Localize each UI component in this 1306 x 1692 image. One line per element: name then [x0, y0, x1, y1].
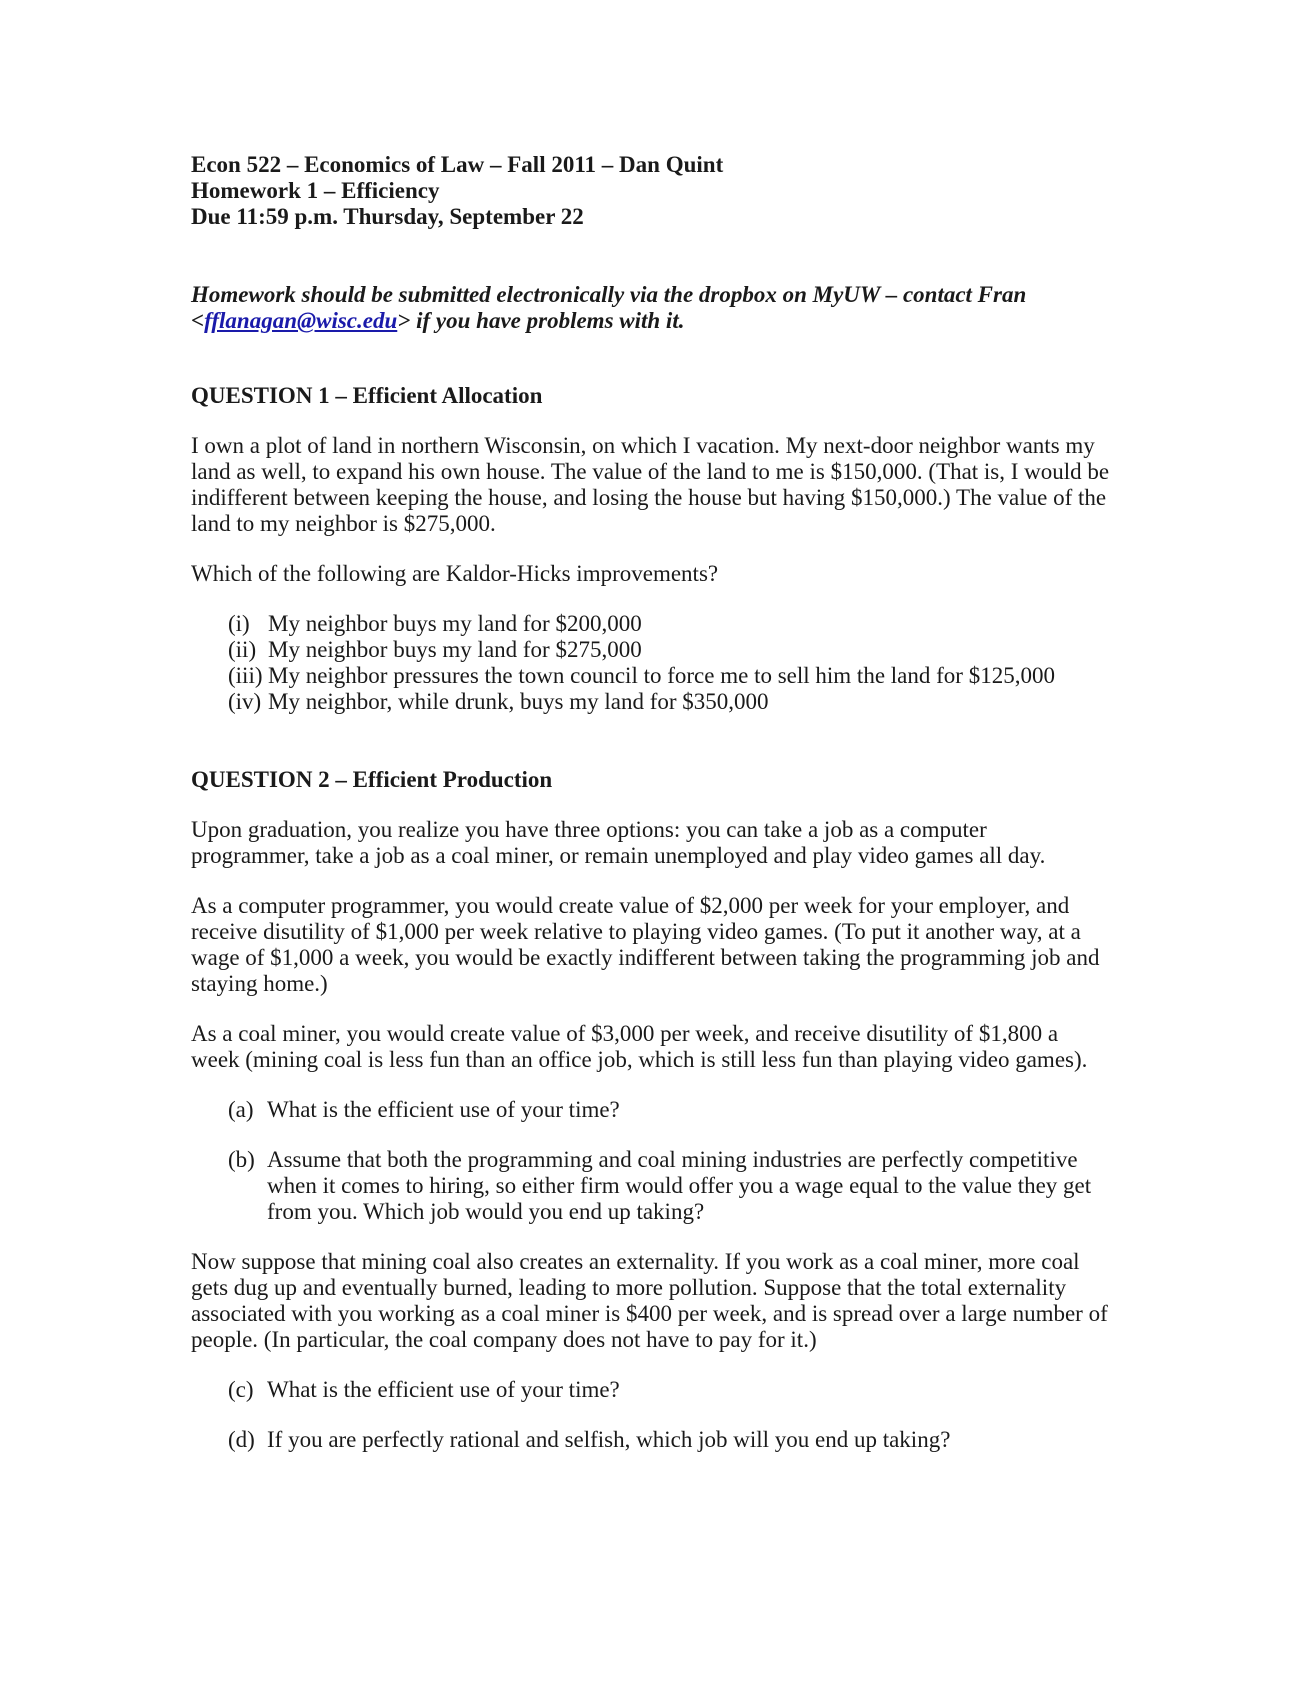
list-marker: (d) [228, 1427, 255, 1452]
course-title: Econ 522 – Economics of Law – Fall 2011 – Dan Quint [191, 152, 724, 177]
question-1-options [191, 611, 1111, 715]
question-2-part-b [191, 1147, 1111, 1225]
list-text: My neighbor buys my land for $200,000 [268, 611, 642, 636]
list-text: My neighbor buys my land for $275,000 [268, 637, 642, 662]
question-1-paragraph-2: Which of the following are Kaldor-Hicks improvements? [191, 561, 719, 586]
list-item [228, 611, 1111, 637]
question-2-paragraph-3: As a coal miner, you would create value of $3,000 per week, and receive disutility of $1,800 a week (mining coal is less fun than an office job, which is still less fun than playing video games). [191, 1021, 1088, 1072]
list-marker: (iv) [228, 689, 262, 714]
list-marker: (a) [228, 1097, 254, 1122]
question-2-part-c [191, 1377, 1111, 1403]
list-text: My neighbor, while drunk, buys my land for $350,000 [268, 689, 769, 714]
question-2-part-a [191, 1097, 1111, 1123]
list-item [228, 689, 1111, 715]
list-text: What is the efficient use of your time? [267, 1097, 620, 1122]
question-2-part-d [191, 1427, 1111, 1453]
list-text: My neighbor pressures the town council to force me to sell him the land for $125,000 [268, 663, 1055, 688]
list-marker: (i) [228, 611, 250, 636]
email-link[interactable]: fflanagan@wisc.edu [204, 308, 398, 333]
list-item [228, 637, 1111, 663]
submission-note-tail: > if you have problems with it. [397, 308, 685, 333]
email-lt: < [191, 308, 205, 333]
homework-title: Homework 1 – Efficiency [191, 178, 440, 203]
list-marker: (b) [228, 1147, 255, 1172]
question-2-paragraph-4: Now suppose that mining coal also creates an externality. If you work as a coal miner, more coal gets dug up and eventually burned, leading to more pollution. Suppose that the total externality associated with you working as a coal miner is $400 per week, and is spread over a large number of people. (In particular, the coal company does not have to pay for it.) [191, 1249, 1108, 1352]
list-item [228, 1377, 1111, 1403]
list-text: Assume that both the programming and coal mining industries are perfectly competitive when it comes to hiring, so either firm would offer you a wage equal to the value they get from you. Which job would you end up taking? [267, 1147, 1092, 1224]
list-text: If you are perfectly rational and selfish, which job will you end up taking? [267, 1427, 951, 1452]
question-2-title: QUESTION 2 – Efficient Production [191, 767, 553, 792]
document-page [191, 152, 1111, 1453]
list-item [228, 1147, 1111, 1225]
question-2-paragraph-1: Upon graduation, you realize you have three options: you can take a job as a computer programmer, take a job as a coal miner, or remain unemployed and play video games all day. [191, 817, 1046, 868]
question-2-paragraph-2: As a computer programmer, you would create value of $2,000 per week for your employer, and receive disutility of $1,000 per week relative to playing video games. (To put it another way, at a wage of $1,000 a week, you would be exactly indifferent between taking the programming job and staying home.) [191, 893, 1100, 996]
list-marker: (iii) [228, 663, 263, 688]
list-text: What is the efficient use of your time? [267, 1377, 620, 1402]
question-1-title: QUESTION 1 – Efficient Allocation [191, 383, 543, 408]
submission-note-text: Homework should be submitted electronically via the dropbox on MyUW – contact Fran [191, 282, 1027, 307]
question-1-paragraph-1: I own a plot of land in northern Wisconsin, on which I vacation. My next-door neighbor wants my land as well, to expand his own house. The value of the land to me is $150,000. (That is, I would be indifferent between keeping the house, and losing the house but having $150,000.) The value of the land to my neighbor is $275,000. [191, 433, 1110, 536]
due-date: Due 11:59 p.m. Thursday, September 22 [191, 204, 584, 229]
list-item [228, 663, 1111, 689]
submission-note [191, 282, 1111, 334]
list-item [228, 1427, 1111, 1453]
list-marker: (c) [228, 1377, 254, 1402]
list-item [228, 1097, 1111, 1123]
list-marker: (ii) [228, 637, 257, 662]
